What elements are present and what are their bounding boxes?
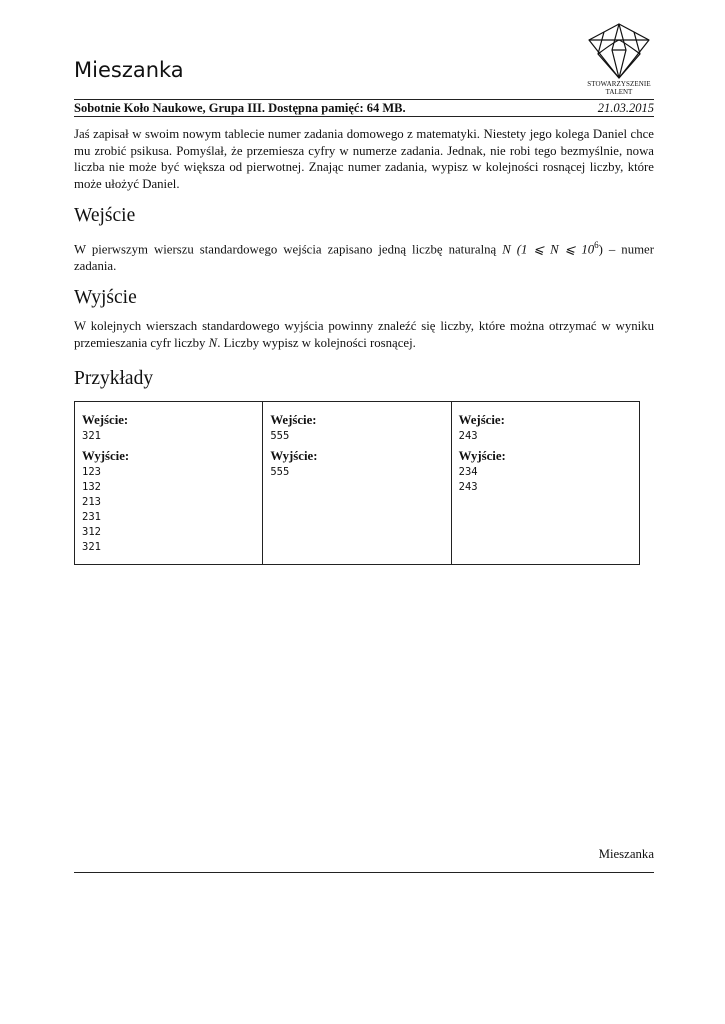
example-cell [262, 402, 450, 564]
input-text-before: W pierwszym wierszu standardowego wejścia zapisano jedną liczbę naturalną [74, 242, 503, 257]
document-title: Mieszanka [74, 58, 184, 82]
example-output-value: 234 243 [458, 466, 478, 493]
header-rule-bottom [74, 116, 654, 117]
example-input-label: Wejście: [458, 413, 505, 427]
header-date: 21.03.2015 [597, 101, 654, 115]
example-input-value: 321 [82, 430, 101, 442]
examples-heading: Przykłady [74, 368, 154, 389]
header-rule-top [74, 99, 654, 100]
output-description [74, 318, 654, 351]
output-var: N [208, 335, 218, 350]
footer-title: Mieszanka [598, 847, 654, 861]
input-math-exponent: 6 [594, 240, 599, 250]
example-output-label: Wyjście: [458, 449, 506, 463]
output-text-after: . Liczby wypisz w kolejności rosnącej. [217, 335, 416, 350]
logo-text-line1: STOWARZYSZENIE [587, 80, 651, 88]
input-heading: Wejście [74, 205, 136, 226]
example-cell [451, 402, 639, 564]
example-input-value: 555 [270, 430, 290, 442]
problem-statement: Jaś zapisał w swoim nowym tablecie numer zadania domowego z matematyki. Niestety jego kolega Daniel chce mu zrobić psikusa. Pomyślał, że przemiesza cyfry w numerze zadania. Jednak, nie robi tego bezmyślnie, nowa liczba nie może być większa od pierwotnej. Znając numer zadania, wypisz w kolejności rosnącej liczby, które może ułożyć Daniel. [74, 127, 654, 191]
talent-logo-icon [584, 20, 654, 80]
input-math: N (1 ⩽ N ⩽ 10 [502, 242, 595, 257]
input-math-close: ) [598, 242, 603, 257]
output-heading: Wyjście [74, 287, 137, 308]
example-output-label: Wyjście: [270, 449, 318, 463]
input-text-after: – numer zadania. [74, 242, 654, 273]
talent-logo [584, 20, 654, 98]
output-text-before: W kolejnych wierszach standardowego wyjścia powinny znaleźć się liczby, które można otrzymać w wyniku przemieszania cyfr liczby [74, 319, 654, 350]
example-cell [75, 402, 262, 564]
footer-rule [74, 872, 654, 873]
example-output-value: 555 [270, 466, 290, 478]
example-input-label: Wejście: [270, 413, 317, 427]
example-input-value: 243 [458, 430, 478, 442]
input-description [74, 237, 654, 274]
example-input-label: Wejście: [82, 413, 129, 427]
example-output-label: Wyjście: [82, 449, 130, 463]
logo-text-line2: TALENT [605, 88, 633, 96]
header-contest-info: Sobotnie Koło Naukowe, Grupa III. Dostępna pamięć: 64 MB. [74, 101, 406, 115]
example-output-value: 123 132 213 231 312 321 [82, 466, 101, 553]
examples-table [74, 401, 640, 565]
